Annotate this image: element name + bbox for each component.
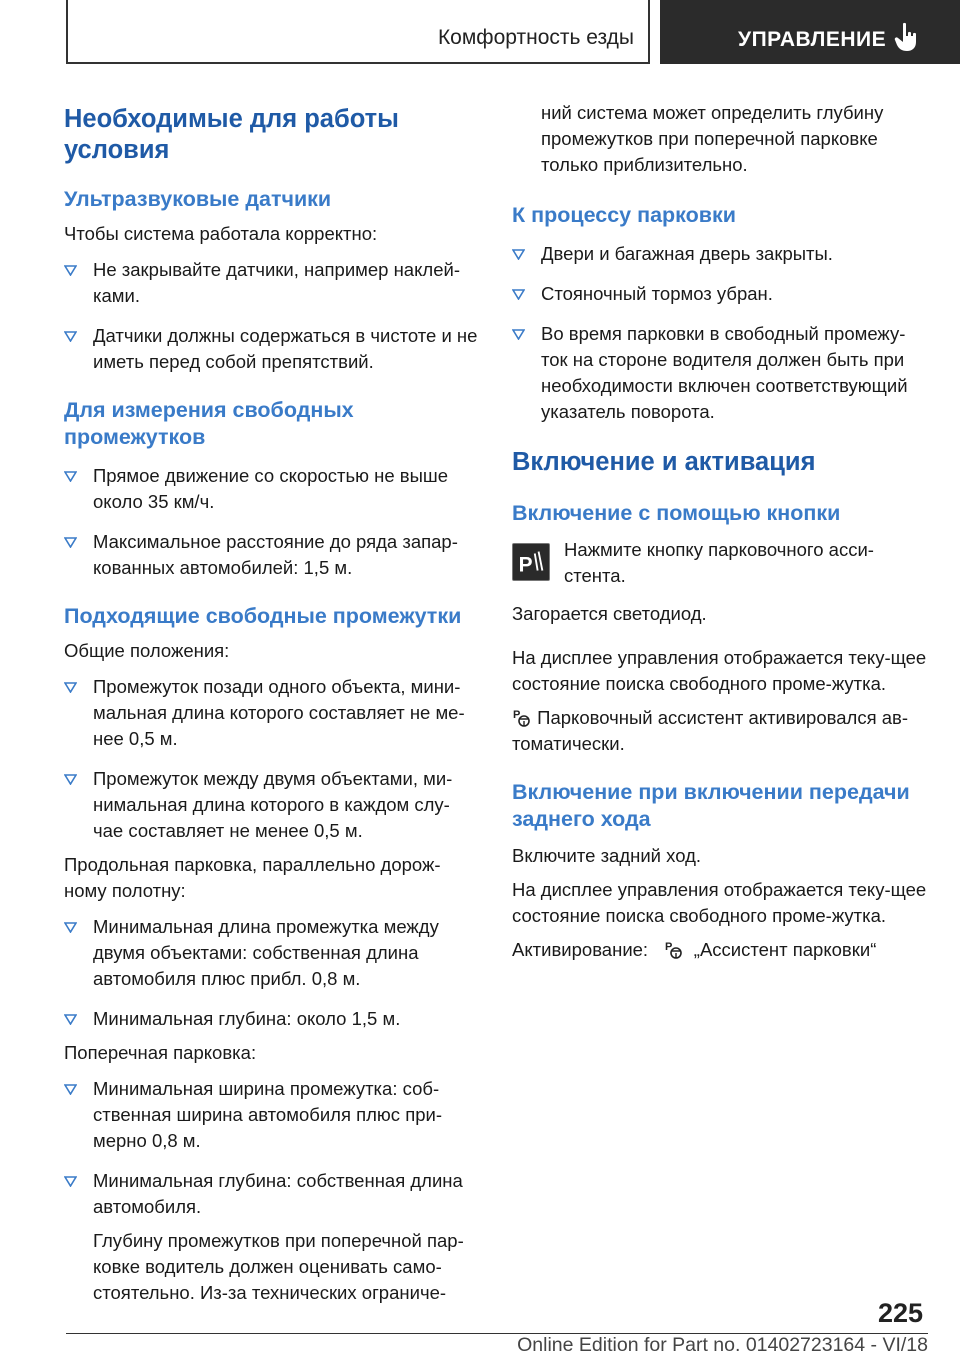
- engage-reverse-text: Включите задний ход.: [512, 845, 702, 866]
- continuation-text: ний система может определить глубину промежутков при поперечной парковке только приблизительно.: [541, 102, 884, 175]
- activation-line: [512, 937, 932, 963]
- triangle-bullet-icon: [64, 331, 77, 342]
- header-section-box: [66, 0, 650, 64]
- list-item: Минимальная глубина: около 1,5 м.: [64, 1006, 480, 1032]
- svg-text:P: P: [513, 709, 521, 721]
- svg-text:P: P: [664, 941, 672, 953]
- triangle-bullet-icon: [64, 265, 77, 276]
- triangle-bullet-icon: [512, 329, 525, 340]
- list-item: Датчики должны содержаться в чистоте и не иметь перед собой препятствий.: [64, 323, 480, 375]
- section-title-activation: Включение и активация: [512, 448, 816, 476]
- button-instruction: [512, 537, 932, 589]
- heading-ultrasonic: Ультразвуковые датчики: [64, 187, 332, 211]
- list-item: Промежуток между двумя объектами, ми-нимальная длина которого в каждом слу-чае составляет не менее 0,5 м.: [64, 766, 480, 844]
- heading-by-button: Включение с помощью кнопки: [512, 501, 841, 525]
- triangle-bullet-icon: [64, 537, 77, 548]
- heading-process: К процессу парковки: [512, 203, 736, 227]
- display-status-text-2: На дисплее управления отображается теку-щее состояние поиска свободного проме-жутка.: [512, 879, 927, 926]
- header-section-title: Комфортность езды: [437, 26, 634, 49]
- list-item: Минимальная глубина: собственная длина автомобиля.: [64, 1168, 480, 1220]
- led-text: Загорается светодиод.: [512, 603, 707, 624]
- activation-target: „Ассистент парковки“: [693, 939, 877, 960]
- list-item: Не закрывайте датчики, например наклей-ками.: [64, 257, 480, 309]
- section-title-requirements: Необходимые для работы условия: [64, 105, 399, 164]
- heading-suitable: Подходящие свободные промежутки: [64, 604, 462, 628]
- page-number: 225: [878, 1298, 924, 1328]
- suitable-parallel: Продольная парковка, параллельно дорож-ному полотну:: [64, 854, 441, 901]
- list-item: Прямое движение со скоростью не выше около 35 км/ч.: [64, 463, 480, 515]
- triangle-bullet-icon: [64, 922, 77, 933]
- button-instruction-text: Нажмите кнопку парковочного асси-стента.: [564, 539, 874, 586]
- park-assist-menu-icon: [664, 939, 684, 959]
- suitable-general: Общие положения:: [64, 640, 230, 661]
- suitable-cross: Поперечная парковка:: [64, 1042, 257, 1063]
- list-item: Минимальная ширина промежутка: соб-ственная ширина автомобиля плюс при-мерно 0,8 м.: [64, 1076, 480, 1154]
- triangle-bullet-icon: [64, 774, 77, 785]
- cross-note: Глубину промежутков при поперечной пар-ковке водитель должен оценивать само-стоятельно. Из-за технических ограниче-: [93, 1230, 464, 1303]
- triangle-bullet-icon: [64, 682, 77, 693]
- triangle-bullet-icon: [64, 1084, 77, 1095]
- triangle-bullet-icon: [64, 1014, 77, 1025]
- header-chapter-title: УПРАВЛЕНИЕ: [738, 28, 887, 51]
- park-assist-indicator-icon: [512, 707, 532, 727]
- ultrasonic-intro: Чтобы система работала корректно:: [64, 223, 378, 244]
- auto-activated-text: P Парковочный ассистент активировался ав-томатически.: [512, 707, 909, 754]
- heading-measure: Для измерения свободных промежутков: [64, 398, 354, 449]
- footer-edition: Online Edition for Part no. 01402723164 - VI/18: [517, 1334, 928, 1356]
- heading-by-reverse: Включение при включении передачи заднего хода: [512, 780, 910, 831]
- list-item: Двери и багажная дверь закрыты.: [512, 241, 932, 267]
- list-item: Стояночный тормоз убран.: [512, 281, 932, 307]
- list-item: Минимальная длина промежутка между двумя объектами: собственная длина автомобиля плюс прибл. 0,8 м.: [64, 914, 480, 992]
- triangle-bullet-icon: [64, 471, 77, 482]
- triangle-bullet-icon: [512, 249, 525, 260]
- right-column: [512, 100, 932, 975]
- pointing-hand-icon: [894, 22, 920, 52]
- list-item: Во время парковки в свободный промежу-ток на стороне водителя должен быть при необходимости включен соответствующий указатель поворота.: [512, 321, 932, 425]
- activation-label: Активирование:: [512, 939, 649, 960]
- svg-text:P: P: [518, 553, 533, 577]
- list-item: Максимальное расстояние до ряда запар-кованных автомобилей: 1,5 м.: [64, 529, 480, 581]
- triangle-bullet-icon: [64, 1176, 77, 1187]
- park-assist-button-icon: [512, 543, 550, 581]
- list-item: Промежуток позади одного объекта, мини-мальная длина которого составляет не ме-нее 0,5 м.: [64, 674, 480, 752]
- display-status-text: На дисплее управления отображается теку-щее состояние поиска свободного проме-жутка.: [512, 647, 927, 694]
- triangle-bullet-icon: [512, 289, 525, 300]
- left-column: [64, 104, 480, 1318]
- header-chapter-box: [660, 0, 960, 64]
